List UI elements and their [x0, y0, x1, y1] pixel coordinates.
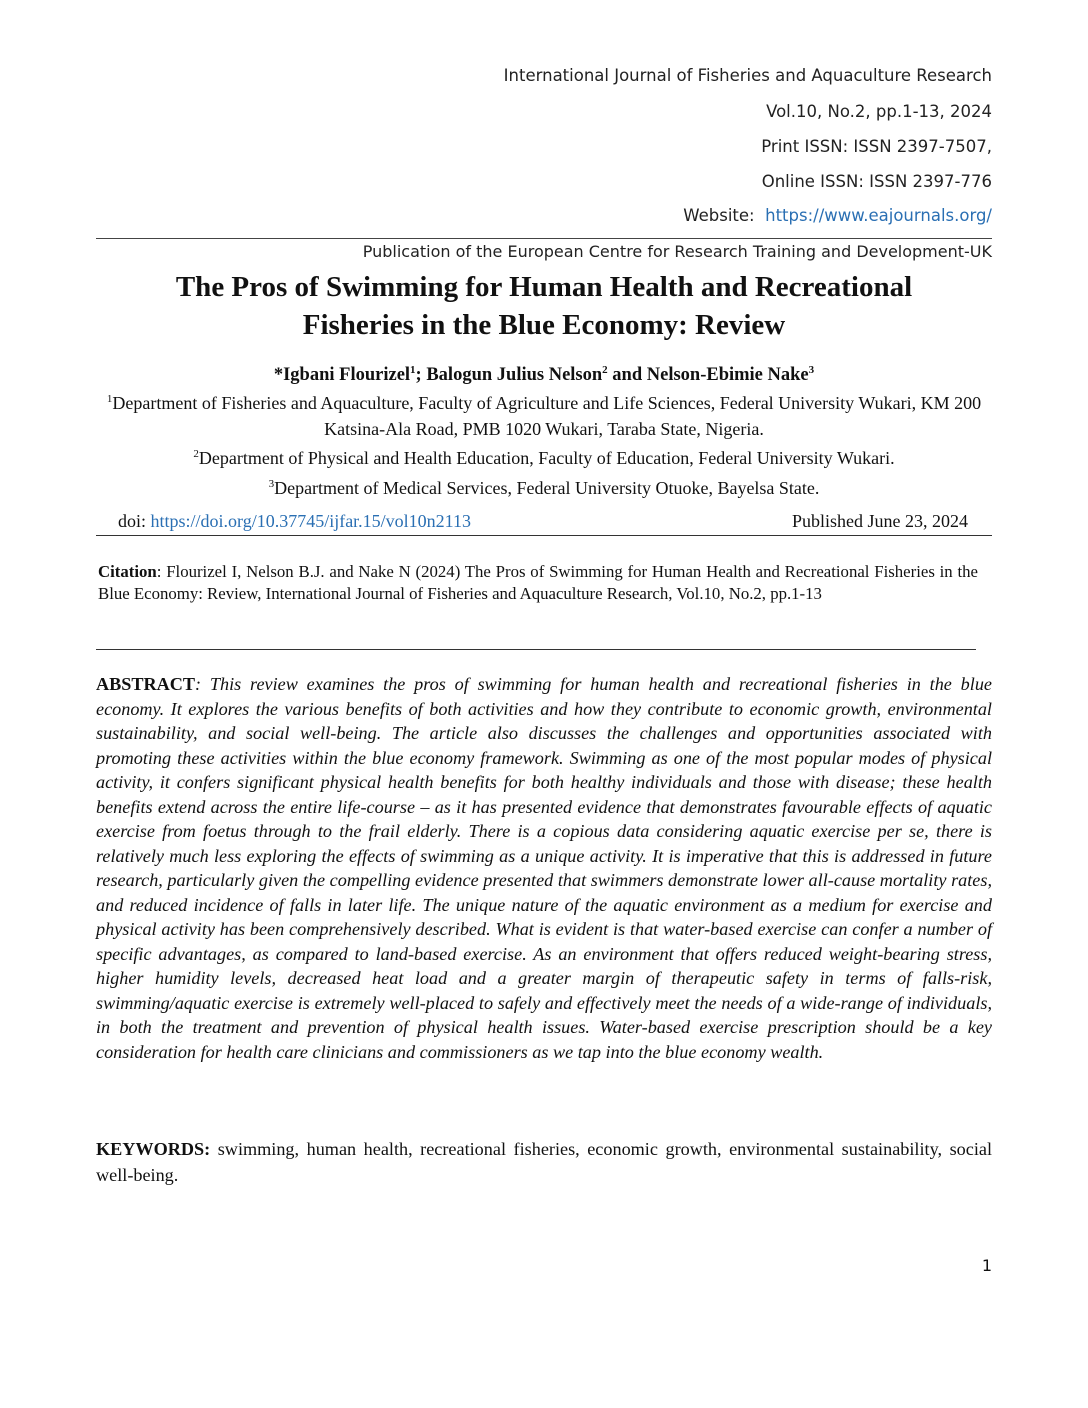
- abstract: [96, 672, 992, 1064]
- author-name: *Igbani Flourizel: [273, 365, 411, 386]
- affiliation-sup: 3: [268, 477, 275, 490]
- doi-label: doi:: [118, 511, 147, 531]
- online-issn: Online ISSN: ISSN 2397-776: [761, 172, 992, 191]
- paper-title: [60, 268, 1028, 344]
- website-label: Website:: [683, 206, 755, 225]
- citation: [98, 561, 978, 605]
- volume-info: Vol.10, No.2, pp.1-13, 2024: [766, 102, 992, 121]
- author-list: [60, 364, 1028, 386]
- affiliation-item: [96, 442, 992, 472]
- keywords-label: KEYWORDS:: [96, 1139, 211, 1159]
- website-link[interactable]: https://www.eajournals.org/: [765, 206, 992, 225]
- citation-text: : Flourizel I, Nelson B.J. and Nake N (2024) The Pros of Swimming for Human Health and Recreational Fisheries in the Blue Economy: Review, International Journal of Fisheries and Aquaculture Research, Vol.10, No.2, pp.1-13: [98, 562, 978, 603]
- author-separator: and: [607, 365, 647, 386]
- author-sup: 2: [602, 364, 608, 376]
- keywords: [96, 1136, 992, 1188]
- header-rule: [96, 238, 992, 239]
- doi-link[interactable]: https://doi.org/10.37745/ijfar.15/vol10n2113: [150, 511, 472, 531]
- affiliation-item: [96, 472, 992, 502]
- abstract-label: ABSTRACT: [96, 674, 196, 694]
- doi-row: [96, 511, 992, 535]
- abstract-text: : This review examines the pros of swimming for human health and recreational fisheries in the blue economy. It explores the various benefits of both activities and how they contribute to economic growth, environmental sustainability, and social well-being. The article also discusses the challenges and opportunities associated with promoting these activities within the blue economy framework. Swimming as one of the most popular modes of physical activity, it confers significant physical health benefits for both healthy individuals and those with disease; these health benefits extend across the entire life-course – as it has presented evidence that demonstrates favourable effects of aquatic exercise from foetus through to the frail elderly. There is a copious data considering aquatic exercise per se, there is relatively much less exploring the effects of swimming as a unique activity. It is imperative that this is addressed in future research, particularly given the compelling evidence presented that swimmers demonstrate lower all-cause mortality rates, and reduced incidence of falls in later life. The unique nature of the aquatic environment as a medium for exercise and physical activity has been comprehensively described. What is evident is that water-based exercise can confer a number of specific advantages, as compared to land-based exercise. As an environment that offers reduced weight-bearing stress, higher humidity levels, decreased heat load and a greater margin of therapeutic safety in terms of falls-risk, swimming/aquatic exercise is extremely well-placed to safely and effectively meet the needs of a wide-range of individuals, in both the treatment and prevention of physical health issues. Water-based exercise prescription should be a key consideration for health care clinicians and commissioners as we tap into the blue economy wealth.: [96, 674, 992, 1062]
- keywords-text: swimming, human health, recreational fisheries, economic growth, environmental sustainability, social well-being.: [96, 1139, 992, 1185]
- title-line-1: The Pros of Swimming for Human Health and Recreational: [175, 271, 913, 303]
- author-separator: ;: [415, 365, 427, 386]
- author-sup: 3: [808, 364, 815, 376]
- published-date: Published June 23, 2024: [791, 511, 968, 531]
- doi-rule: [96, 535, 992, 536]
- affiliation-item: [96, 387, 992, 442]
- page-number: 1: [981, 1256, 992, 1275]
- affiliation-sup: 2: [193, 448, 199, 460]
- author-sup: 1: [410, 364, 416, 376]
- affiliation-text: Department of Fisheries and Aquaculture, Faculty of Agriculture and Life Sciences, Federal University Wukari, KM 200 Katsina-Ala Road, PMB 1020 Wukari, Taraba State, Nigeria.: [112, 393, 982, 439]
- title-line-2: Fisheries in the Blue Economy: Review: [302, 309, 786, 341]
- citation-rule: [96, 649, 976, 650]
- journal-name: International Journal of Fisheries and Aquaculture Research: [503, 66, 992, 85]
- affiliation-text: Department of Physical and Health Education, Faculty of Education, Federal University Wukari.: [198, 448, 895, 468]
- doi: [118, 511, 471, 532]
- publisher-line: Publication of the European Centre for Research Training and Development-UK: [362, 242, 992, 261]
- citation-label: Citation: [98, 562, 157, 581]
- website-line: [683, 206, 992, 225]
- affiliation-sup: 1: [106, 393, 113, 405]
- affiliation-text: Department of Medical Services, Federal University Otuoke, Bayelsa State.: [274, 477, 820, 498]
- author-name: Nelson-Ebimie Nake: [646, 365, 809, 386]
- author-name: Balogun Julius Nelson: [426, 365, 603, 386]
- print-issn: Print ISSN: ISSN 2397-7507,: [761, 137, 992, 156]
- affiliations: [96, 387, 992, 501]
